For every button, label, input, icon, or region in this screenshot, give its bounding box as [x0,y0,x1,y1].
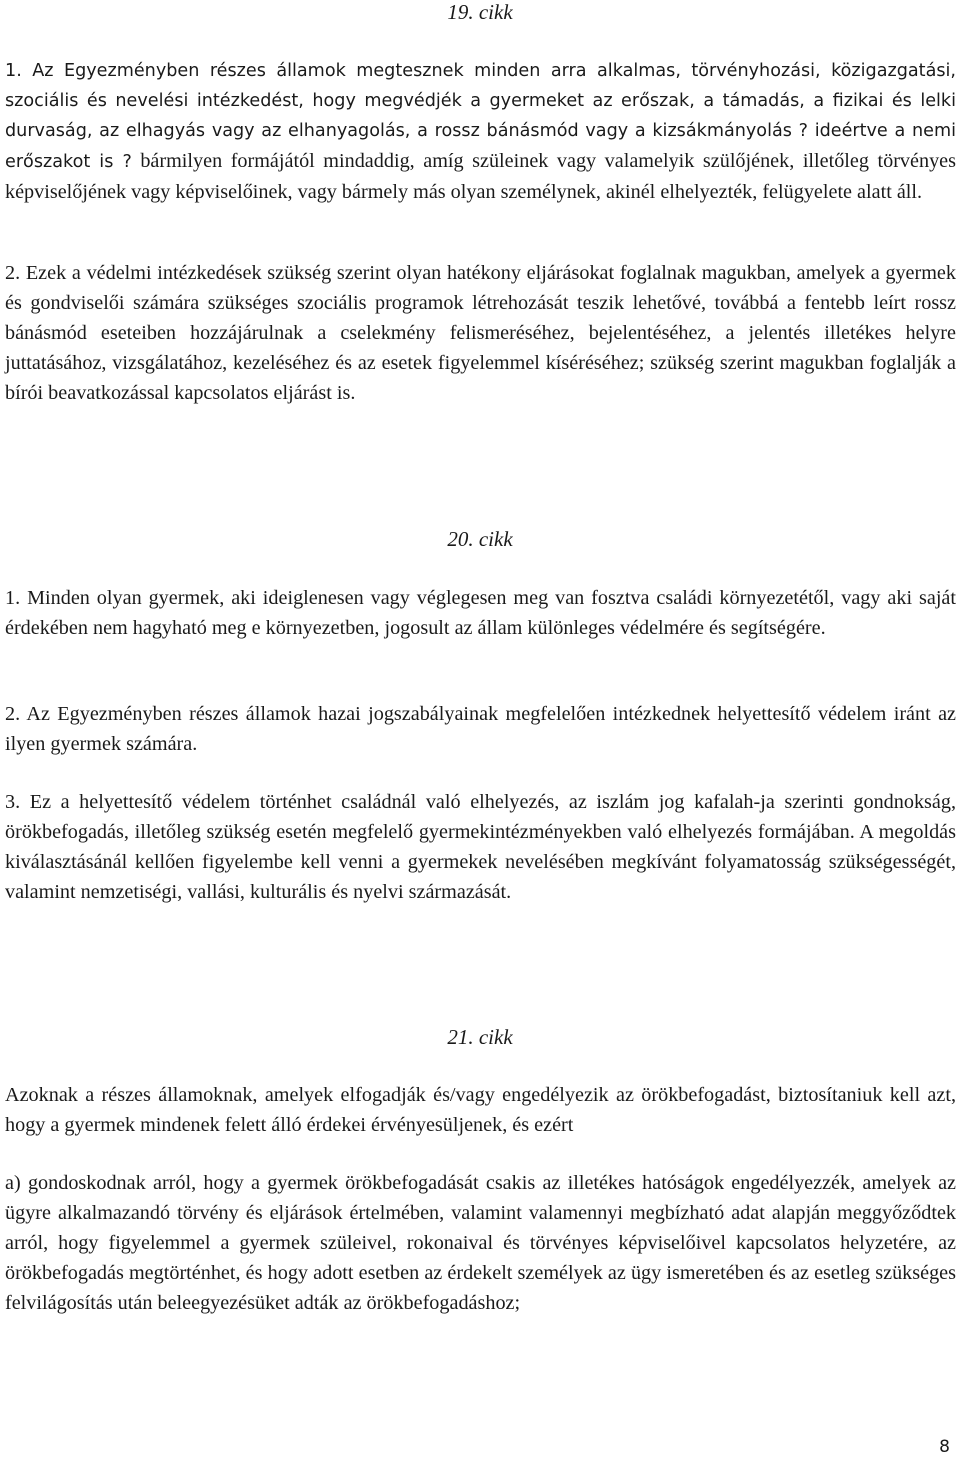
article-20-heading: 20. cikk [447,527,513,551]
article-20-paragraph-2: 2. Az Egyezményben részes államok hazai jogszabályainak megfelelően intézkednek helyettesítő védelem iránt az ilyen gyermek számára. [5,703,956,755]
article-19-paragraph-1-part-a: 1. Az Egyezményben részes államok megtesznek minden arra alkalmas, törvényhozási, közigazgatási, szociális és nevelési intézkedést, hogy megvédjék a gyermeket az erőszak, a támadás, a fizikai és lelki durvaság, az elhagyás vagy az elhanyagolás, a rossz bánásmód vagy a kizsákmányolás ? ideértve a nemi erőszakot is ? [5,61,956,172]
article-21-point-a: a) gondoskodnak arról, hogy a gyermek örökbefogadását csakis az illetékes hatóságok engedélyezzék, amelyek az ügyre alkalmazandó törvény és eljárások értelmében, valamint valamennyi megbízható adat alapján meggyőződtek arról, hogy figyelemmel a gyermek szüleivel, rokonaival és törvényes képviselőivel kapcsolatos helyzetére, az örökbefogadás megtörténhet, és hogy adott esetben az érdekelt személyek az ügy ismeretében és az esetleg szükséges felvilágosítás után beleegyezésüket adták az örökbefogadáshoz; [5,1172,956,1314]
article-20-paragraph-1: 1. Minden olyan gyermek, aki ideiglenesen vagy véglegesen meg van fosztva családi környezetétől, vagy aki saját érdekében nem hagyható meg e környezetben, jogosult az állam különleges védelmére és segítségére. [5,587,956,639]
article-21-heading: 21. cikk [447,1025,513,1049]
article-20-paragraph-3: 3. Ez a helyettesítő védelem történhet családnál való elhelyezés, az iszlám jog kafalah-ja szerinti gondnokság, örökbefogadás, illetőleg szükség esetén megfelelő gyermekintézményekben való elhelyezés formájában. A megoldás kiválasztásánál kellően figyelembe kell venni a gyermekek nevelésében megkívánt folyamatosság szükségességét, valamint nemzetiségi, vallási, kulturális és nyelvi származását. [5,791,956,903]
page-number: 8 [939,1437,950,1457]
article-19-heading: 19. cikk [447,0,513,24]
article-19-paragraph-1-part-b: bármilyen formájától mindaddig, amíg szüleinek vagy valamelyik szülőjének, illetőleg törvényes képviselőjének vagy képviselőinek, vagy bármely más olyan személynek, akinél elhelyezték, felügyelete alatt áll. [5,150,956,203]
article-21-intro: Azoknak a részes államoknak, amelyek elfogadják és/vagy engedélyezik az örökbefogadást, biztosítaniuk kell azt, hogy a gyermek mindenek felett álló érdekei érvényesüljenek, és ezért [5,1084,956,1136]
article-19-paragraph-2: 2. Ezek a védelmi intézkedések szükség szerint olyan hatékony eljárásokat foglalnak magukban, amelyek a gyermek és gondviselői számára szükséges szociális programok létrehozását teszik lehetővé, továbbá a fentebb leírt rossz bánásmód eseteiben hozzájárulnak a cselekmény felismeréséhez, bejelentéséhez, a jelentés illetékes helyre juttatásához, vizsgálatához, kezeléséhez és az esetek figyelemmel kíséréséhez; szükség szerint magukban foglalják a bírói beavatkozással kapcsolatos eljárást is. [5,262,956,404]
article-19-paragraph-1 [5,56,956,208]
